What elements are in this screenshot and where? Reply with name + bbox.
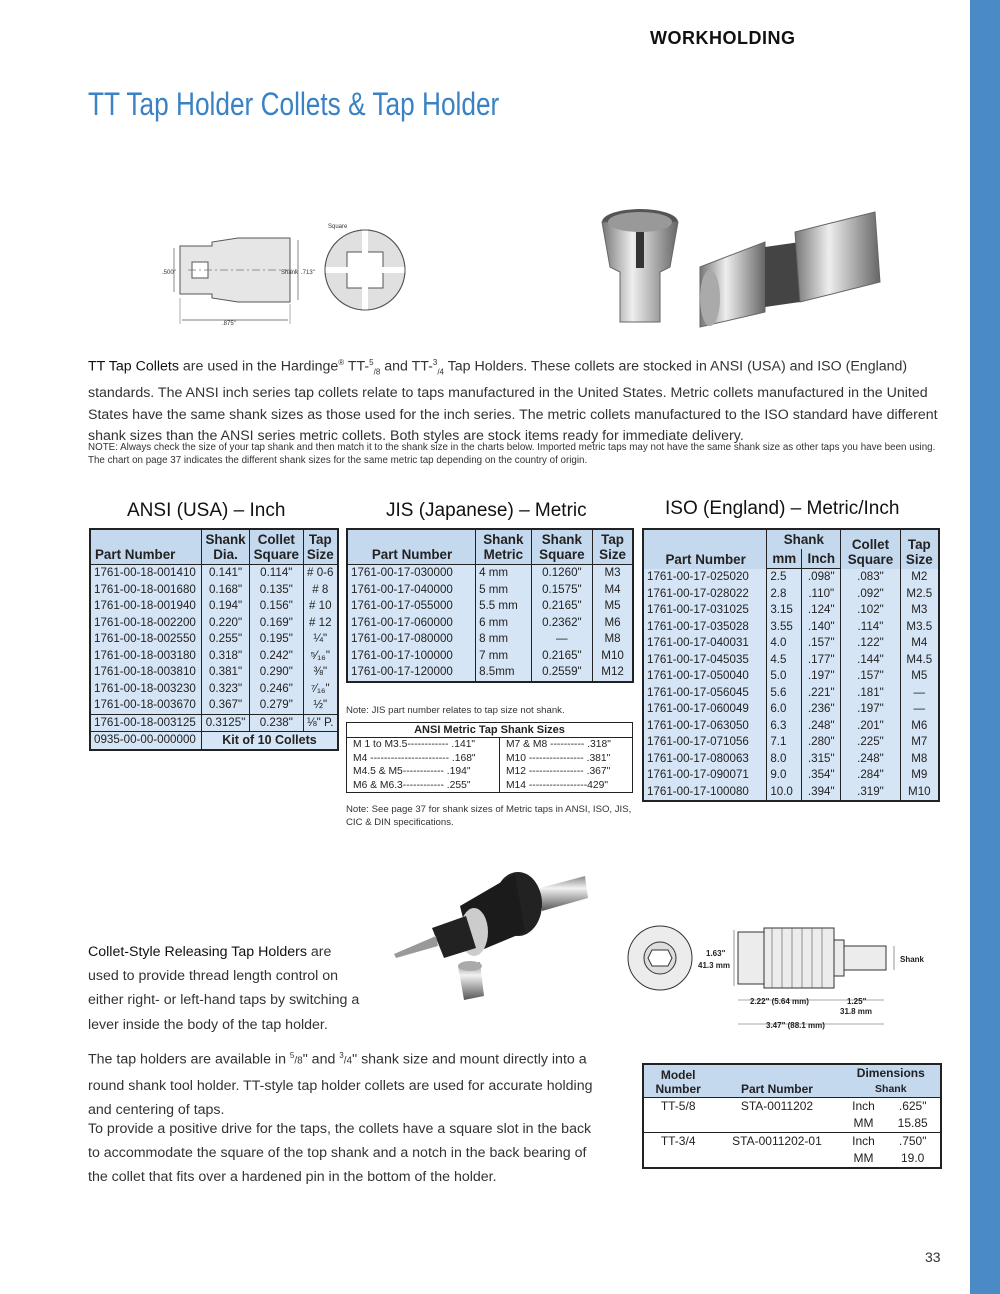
- table-cell: 4 mm: [476, 565, 531, 582]
- table-cell: 1761-00-17-045035: [647, 652, 749, 666]
- iso-header-tap: Tap Size: [900, 529, 939, 569]
- table-cell: 6 mm: [476, 615, 531, 632]
- intro-text-1: are used in the Hardinge: [178, 358, 339, 375]
- intro-tt58: TT-: [344, 358, 370, 375]
- table-cell: 0.2165": [531, 648, 593, 665]
- dim-222-label: 2.22" (5.64 mm): [750, 997, 809, 1006]
- intro-and: and TT-: [380, 358, 433, 375]
- section-header: WORKHOLDING: [650, 28, 796, 48]
- intro-note: NOTE: Always check the size of your tap shank and then match it to the shank size in the charts below. Imported metric taps may not have the same shank size as other taps you have been using. The chart on page 37 indicates the different shank sizes for the same metric tap depending on the country of origin.: [88, 442, 936, 466]
- shank-size-cell: M 1 to M3.5------------ .141": [353, 739, 476, 750]
- table-cell: .248": [841, 751, 900, 768]
- table-cell: M10: [900, 784, 939, 802]
- table-row: [643, 569, 939, 586]
- shank-size-row: [347, 738, 633, 752]
- dim-row: [643, 1098, 941, 1116]
- frac-num: 3: [432, 358, 438, 367]
- table-cell: 5.6: [767, 685, 802, 702]
- table-row: [90, 598, 338, 615]
- dim-unit: MM: [853, 1116, 874, 1130]
- table-cell: M4.5: [900, 652, 939, 669]
- shank-size-row: [347, 765, 633, 779]
- collets-photo: [590, 202, 890, 337]
- table-row: [643, 586, 939, 603]
- table-cell: 8.0: [767, 751, 802, 768]
- table-cell: .280": [802, 734, 841, 751]
- table-cell: 0.279": [250, 697, 303, 714]
- table-cell: 1761-00-17-120000: [351, 665, 453, 678]
- table-cell: .144": [841, 652, 900, 669]
- table-cell: .110": [802, 586, 841, 603]
- shank-size-cell: M6 & M6.3------------ .255": [353, 779, 471, 791]
- table-cell: M3: [593, 565, 633, 582]
- table-row: [347, 615, 633, 632]
- table-cell: 0.2362": [531, 615, 593, 632]
- page-number: 33: [925, 1249, 941, 1265]
- table-row: [643, 685, 939, 702]
- table-row: [347, 664, 633, 682]
- table-cell: 8 mm: [476, 631, 531, 648]
- table-cell: 0.323": [201, 681, 249, 698]
- table-cell: .394": [802, 784, 841, 802]
- table-cell: 1761-00-18-001680: [94, 582, 196, 596]
- table-cell: 1761-00-17-028022: [647, 586, 749, 600]
- table-cell: 0.156": [250, 598, 303, 615]
- table-cell: 1761-00-18-003180: [94, 648, 196, 662]
- table-row: [90, 681, 338, 698]
- dim-125-label: 1.25": [847, 997, 867, 1006]
- table-cell: 1761-00-18-003810: [94, 665, 196, 678]
- iso-header-collet: Collet Square: [841, 529, 900, 569]
- table-cell: # 8: [303, 582, 338, 599]
- ansi-table: [89, 528, 339, 751]
- holder-paragraph-2: [88, 1044, 603, 1122]
- table-cell: .177": [802, 652, 841, 669]
- table-cell: 0.195": [250, 631, 303, 648]
- table-cell: 0.1260": [531, 565, 593, 582]
- table-cell: 0.238": [250, 714, 303, 732]
- table-cell: ⁵⁄₁₆": [303, 648, 338, 665]
- table-cell: M3: [900, 602, 939, 619]
- table-cell: .221": [802, 685, 841, 702]
- table-cell: 1761-00-17-031025: [647, 603, 749, 616]
- dim-value: .750": [885, 1133, 941, 1151]
- table-cell: .315": [802, 751, 841, 768]
- dim-163-label: 1.63": [706, 949, 726, 958]
- dim-875-label: .875": [222, 321, 236, 327]
- intro-lead: TT Tap Collets: [88, 358, 179, 375]
- table-cell: 0.141": [201, 565, 249, 582]
- table-cell: 10.0: [767, 784, 802, 802]
- table-cell: .319": [841, 784, 900, 802]
- dim-unit: MM: [853, 1151, 874, 1165]
- table-cell: 2.8: [767, 586, 802, 603]
- shank-size-cell: M12 ---------------- .367": [499, 765, 632, 779]
- table-cell: M4: [593, 582, 633, 599]
- table-cell: 0.318": [201, 648, 249, 665]
- table-cell: 1761-00-17-071056: [647, 735, 749, 748]
- dim-model: TT-5/8: [660, 1099, 696, 1113]
- table-row: [90, 631, 338, 648]
- intro-rest: Tap Holders. These collets are stocked in ANSI (USA) and ISO (England) standards. The ANSI inch series tap collets relate to taps manufactured in the United States. Metric collets manufactured in the United States have the same shank sizes as those used for the inch series. The metric collets manufactured to the ISO standard have different shank sizes than the ANSI series metric collets. Both styles are stock items ready for immediate delivery.: [88, 358, 938, 445]
- jis-note-2: Note: See page 37 for shank sizes of Metric taps in ANSI, ISO, JIS, CIC & DIN specifications.: [346, 804, 632, 828]
- table-cell: 1761-00-18-003125: [90, 714, 201, 732]
- table-cell: # 0-6: [303, 565, 338, 582]
- table-row: [347, 598, 633, 615]
- jis-title: JIS (Japanese) – Metric: [386, 500, 587, 521]
- table-cell: .083": [841, 569, 900, 586]
- table-cell: 0.246": [250, 681, 303, 698]
- table-cell: .197": [841, 701, 900, 718]
- table-row: [90, 664, 338, 681]
- table-cell: 1761-00-17-035028: [647, 619, 749, 633]
- table-cell: 7 mm: [476, 648, 531, 665]
- ansi-header-tap: Tap Size: [303, 529, 338, 565]
- kit-row: [90, 732, 338, 750]
- table-cell: 1761-00-17-055000: [351, 599, 453, 612]
- iso-header-shank: Shank: [767, 529, 841, 549]
- jis-header-tap: Tap Size: [593, 529, 633, 565]
- table-cell: M2.5: [900, 586, 939, 603]
- table-cell: 0.367": [201, 697, 249, 714]
- table-cell: 4.5: [767, 652, 802, 669]
- jis-header-shank: Shank Metric: [476, 529, 531, 565]
- tap-holder-dimension-drawing: [622, 918, 942, 1038]
- table-cell: .140": [802, 619, 841, 636]
- tap-holder-dimensions-table: [642, 1063, 942, 1169]
- shank-size-cell: M14 -----------------429": [499, 779, 632, 793]
- dim-part: STA-0011202-01: [712, 1133, 841, 1169]
- table-cell: .201": [841, 718, 900, 735]
- table-cell: .102": [841, 602, 900, 619]
- table-row: [90, 615, 338, 632]
- table-row: [643, 767, 939, 784]
- table-cell: .236": [802, 701, 841, 718]
- table-cell: M8: [593, 631, 633, 648]
- ansi-title: ANSI (USA) – Inch: [127, 500, 286, 521]
- frac-den: /4: [437, 367, 444, 377]
- tap-holder-photo: [390, 866, 590, 1026]
- table-cell: 5.5 mm: [476, 598, 531, 615]
- table-cell: .122": [841, 635, 900, 652]
- table-row: [643, 652, 939, 669]
- table-cell: ⁷⁄₁₆": [303, 681, 338, 698]
- iso-title: ISO (England) – Metric/Inch: [665, 498, 900, 519]
- dim-value: 15.85: [897, 1116, 928, 1130]
- dim-header-shank: Shank: [842, 1081, 941, 1098]
- table-cell: .284": [841, 767, 900, 784]
- table-cell: 1761-00-17-040000: [351, 582, 453, 596]
- intro-paragraph: [88, 352, 943, 448]
- table-row: [90, 697, 338, 714]
- ansi-header-collet: Collet Square: [250, 529, 303, 565]
- table-cell: 1761-00-18-002200: [94, 615, 196, 629]
- table-row: [643, 734, 939, 751]
- table-cell: 1761-00-18-003670: [94, 698, 196, 711]
- table-cell: 1761-00-17-040031: [647, 636, 749, 649]
- table-cell: M3.5: [900, 619, 939, 636]
- table-cell: M5: [593, 598, 633, 615]
- collet-section-drawing: [160, 218, 410, 328]
- table-cell: 0.381": [201, 664, 249, 681]
- kit-part: 0935-00-00-000000: [90, 732, 201, 750]
- dim-713-label: .713": [301, 270, 315, 276]
- table-cell: .181": [841, 685, 900, 702]
- table-row: [347, 565, 633, 582]
- table-cell: 5 mm: [476, 582, 531, 599]
- table-row: [90, 582, 338, 599]
- shank-size-row: [347, 779, 633, 793]
- holder-paragraph-3: To provide a positive drive for the taps, the collets have a square slot in the back to accommodate the square of the top shank and a notch in the back bearing of the collet that fits over a hardened pin in the bottom of the holder.: [88, 1121, 592, 1186]
- table-cell: M10: [593, 648, 633, 665]
- table-cell: 1761-00-17-080000: [351, 632, 453, 645]
- table-row: [643, 602, 939, 619]
- frac-num: 5: [369, 358, 374, 367]
- holder-p1: are used to provide thread length control on either right- or left-hand taps by switching a lever inside the body of the tap holder.: [88, 944, 360, 1033]
- table-cell: ⅜": [303, 664, 338, 681]
- iso-table: [642, 528, 940, 802]
- table-cell: 5.0: [767, 668, 802, 685]
- table-row: [90, 714, 338, 732]
- table-cell: .225": [841, 734, 900, 751]
- table-cell: 0.194": [201, 598, 249, 615]
- dim-header-model: Model Number: [643, 1064, 712, 1098]
- table-cell: .354": [802, 767, 841, 784]
- frac-num: 3: [339, 1051, 344, 1060]
- frac-num: 5: [289, 1051, 295, 1060]
- table-cell: ⅛" P.: [303, 714, 338, 732]
- table-cell: M12: [593, 664, 633, 682]
- table-cell: 9.0: [767, 767, 802, 784]
- ansi-metric-shank-table: [346, 722, 633, 793]
- table-cell: 1761-00-18-003230: [94, 681, 196, 695]
- table-cell: 1761-00-17-050040: [647, 669, 749, 682]
- table-cell: M6: [593, 615, 633, 632]
- shank-size-cell: M10 ---------------- .381": [499, 752, 632, 766]
- dim-header-dimensions: Dimensions: [856, 1066, 925, 1080]
- dim-500-label: .500": [162, 270, 176, 276]
- table-row: [643, 784, 939, 802]
- table-cell: 1761-00-17-100080: [647, 784, 749, 798]
- table-row: [90, 648, 338, 665]
- table-cell: .092": [841, 586, 900, 603]
- table-cell: M5: [900, 668, 939, 685]
- registered-mark: ®: [338, 358, 345, 367]
- jis-note: Note: JIS part number relates to tap size not shank.: [346, 705, 565, 716]
- table-cell: 1761-00-17-060000: [351, 615, 453, 629]
- table-row: [347, 631, 633, 648]
- table-row: [643, 619, 939, 636]
- frac-den: /4: [343, 1055, 353, 1067]
- table-cell: 4.0: [767, 635, 802, 652]
- iso-header-inch: Inch: [802, 549, 841, 569]
- holder-p2b: " and: [302, 1051, 340, 1068]
- table-cell: 1761-00-17-056045: [647, 685, 749, 699]
- table-cell: 8.5mm: [476, 664, 531, 682]
- shank-size-cell: M7 & M8 ---------- .318": [499, 738, 632, 752]
- holder-lead: Collet-Style Releasing Tap Holders: [88, 944, 307, 960]
- table-cell: 0.290": [250, 664, 303, 681]
- dim-unit: Inch: [842, 1133, 886, 1151]
- dim-part: STA-0011202: [740, 1099, 814, 1113]
- table-cell: M8: [900, 751, 939, 768]
- table-cell: 0.169": [250, 615, 303, 632]
- holder-p2a: The tap holders are available in: [88, 1051, 290, 1068]
- table-cell: 1761-00-17-030000: [351, 566, 453, 579]
- table-cell: .197": [802, 668, 841, 685]
- ansi-header-shank: Shank Dia.: [201, 529, 249, 565]
- table-cell: 6.3: [767, 718, 802, 735]
- table-cell: 3.55: [767, 619, 802, 636]
- holder-paragraph-1: [88, 940, 360, 1037]
- shank-size-cell: M4.5 & M5------------ .194": [353, 766, 471, 777]
- table-cell: ¼": [303, 631, 338, 648]
- holder-p2c: " shank size and mount directly into a round shank tool holder. TT-style tap holder collets are used for accurate holding and centering of taps.: [88, 1051, 593, 1119]
- table-cell: 1761-00-17-025020: [647, 569, 749, 583]
- table-row: [643, 668, 939, 685]
- dim-318-label: 31.8 mm: [840, 1007, 873, 1016]
- frac-den: /8: [373, 367, 381, 377]
- dim-value: 19.0: [900, 1151, 925, 1165]
- dim-row: [643, 1133, 941, 1151]
- table-cell: —: [900, 701, 939, 718]
- dim-347-label: 3.47" (88.1 mm): [766, 1021, 825, 1030]
- table-cell: 0.242": [250, 648, 303, 665]
- table-cell: 0.114": [250, 565, 303, 582]
- table-cell: 0.2165": [531, 598, 593, 615]
- ansi-header-part: Part Number: [90, 529, 201, 565]
- holder-shank-label: Shank: [900, 955, 925, 964]
- table-cell: 1761-00-17-060049: [647, 702, 749, 715]
- dim-value: .625": [898, 1099, 927, 1113]
- table-cell: —: [531, 631, 593, 648]
- table-row: [643, 701, 939, 718]
- table-cell: M6: [900, 718, 939, 735]
- table-cell: 0.2559": [531, 664, 593, 682]
- table-cell: 0.1575": [531, 582, 593, 599]
- table-cell: .114": [841, 619, 900, 636]
- table-cell: 1761-00-18-002550: [94, 632, 196, 645]
- iso-header-part: Part Number: [643, 529, 767, 569]
- table-cell: 1761-00-18-001940: [94, 599, 196, 612]
- jis-table: [346, 528, 634, 683]
- table-cell: 3.15: [767, 602, 802, 619]
- table-cell: 7.1: [767, 734, 802, 751]
- table-cell: 0.220": [201, 615, 249, 632]
- kit-desc: Kit of 10 Collets: [201, 732, 338, 750]
- square-label: Square: [328, 224, 348, 230]
- jis-header-square: Shank Square: [531, 529, 593, 565]
- table-cell: 0.255": [201, 631, 249, 648]
- table-row: [643, 635, 939, 652]
- table-cell: 1761-00-17-063050: [647, 718, 749, 732]
- table-cell: 1761-00-17-090071: [647, 768, 749, 781]
- table-cell: 6.0: [767, 701, 802, 718]
- table-cell: .157": [802, 635, 841, 652]
- table-cell: M4: [900, 635, 939, 652]
- table-row: [643, 718, 939, 735]
- page-title: TT Tap Holder Collets & Tap Holder: [88, 86, 500, 122]
- table-cell: 1761-00-17-100000: [351, 648, 453, 662]
- table-cell: # 12: [303, 615, 338, 632]
- table-cell: 1761-00-18-001410: [94, 566, 196, 579]
- table-row: [347, 648, 633, 665]
- table-cell: 1761-00-17-080063: [647, 751, 749, 765]
- jis-header-part: Part Number: [347, 529, 476, 565]
- table-cell: M9: [900, 767, 939, 784]
- dim-model: TT-3/4: [643, 1133, 712, 1169]
- iso-header-mm: mm: [767, 549, 802, 569]
- frac-den: /8: [294, 1055, 303, 1067]
- table-cell: M7: [900, 734, 939, 751]
- shank-size-row: [347, 752, 633, 766]
- dim-header-part: Part Number: [712, 1064, 841, 1098]
- table-row: [643, 751, 939, 768]
- table-cell: 0.168": [201, 582, 249, 599]
- shank-table-title: ANSI Metric Tap Shank Sizes: [347, 723, 633, 738]
- table-cell: .157": [841, 668, 900, 685]
- table-cell: —: [900, 685, 939, 702]
- side-color-bar: [970, 0, 1000, 1294]
- table-cell: .248": [802, 718, 841, 735]
- shank-size-cell: M4 ----------------------- .168": [353, 752, 476, 764]
- dim-unit: Inch: [852, 1099, 875, 1113]
- table-cell: # 10: [303, 598, 338, 615]
- table-row: [347, 582, 633, 599]
- table-cell: ½": [303, 697, 338, 714]
- shank-label: Shank: [281, 270, 299, 276]
- table-cell: 2.5: [767, 569, 802, 586]
- dim-413-label: 41.3 mm: [698, 961, 731, 970]
- table-cell: .098": [802, 569, 841, 586]
- table-cell: 0.3125": [201, 714, 249, 732]
- table-cell: M2: [900, 569, 939, 586]
- table-row: [90, 565, 338, 582]
- table-cell: .124": [802, 602, 841, 619]
- table-cell: 0.135": [250, 582, 303, 599]
